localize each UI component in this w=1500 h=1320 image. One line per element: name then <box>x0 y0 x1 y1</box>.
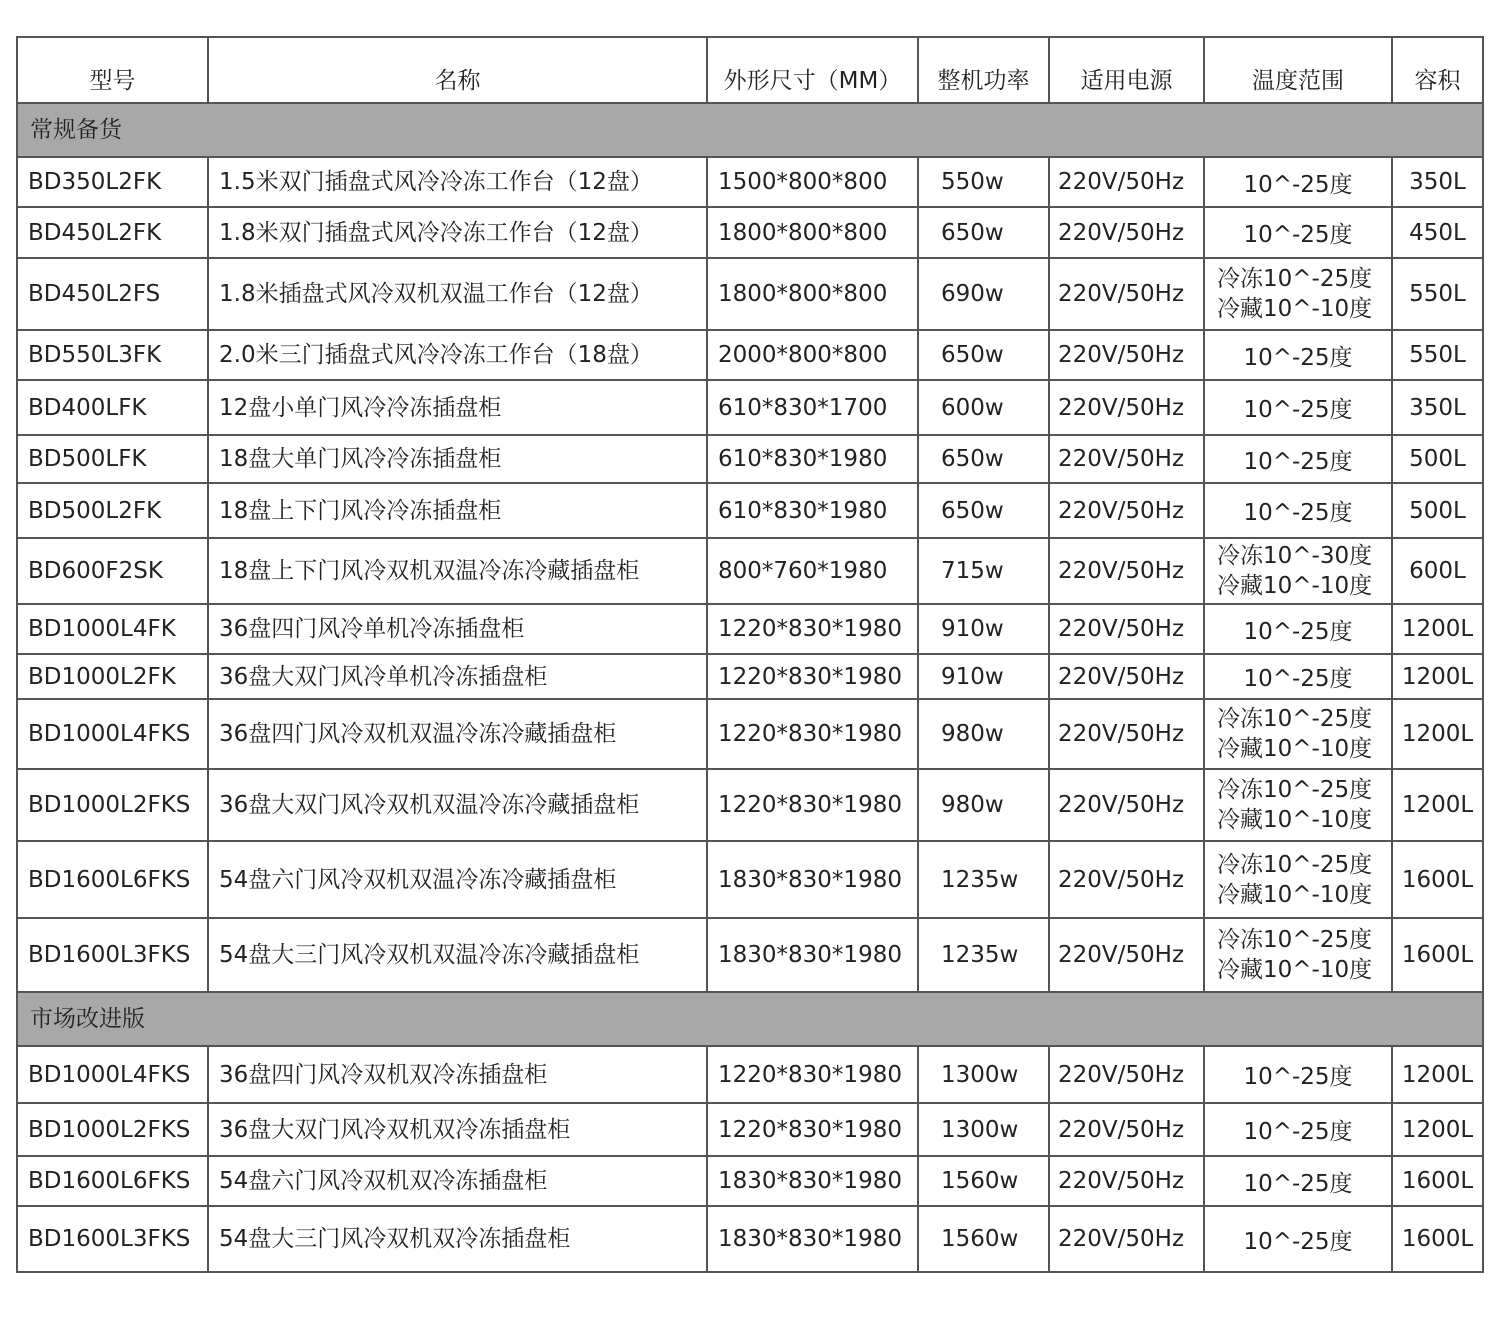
name-cell: 36盘四门风冷双机双冷冻插盘柜 <box>208 1046 707 1103</box>
temp-range-line: 冷藏10^-10度 <box>1217 881 1373 908</box>
temp-range-line: 10^-25度 <box>1243 397 1353 423</box>
supply-cell: 220V/50Hz <box>1049 1156 1204 1206</box>
model-cell: BD450L2FK <box>17 207 208 258</box>
table-row <box>17 1156 1483 1206</box>
capacity-cell: 1200L <box>1392 1046 1483 1103</box>
supply-cell: 220V/50Hz <box>1049 769 1204 841</box>
capacity-cell: 1600L <box>1392 918 1483 992</box>
header-size: 外形尺寸（MM） <box>707 37 918 103</box>
size-cell: 610*830*1980 <box>707 483 918 538</box>
capacity-cell: 350L <box>1392 380 1483 435</box>
model-cell: BD500L2FK <box>17 483 208 538</box>
capacity-cell: 500L <box>1392 483 1483 538</box>
header-name: 名称 <box>208 37 707 103</box>
product-spec-table <box>16 36 1484 1273</box>
model-cell: BD1000L2FKS <box>17 769 208 841</box>
power-cell: 690w <box>918 258 1049 330</box>
name-cell: 12盘小单门风冷冷冻插盘柜 <box>208 380 707 435</box>
name-cell: 36盘四门风冷单机冷冻插盘柜 <box>208 604 707 654</box>
capacity-cell: 600L <box>1392 538 1483 604</box>
name-cell: 18盘上下门风冷冷冻插盘柜 <box>208 483 707 538</box>
temp-range-line: 10^-25度 <box>1243 666 1353 692</box>
supply-cell: 220V/50Hz <box>1049 435 1204 483</box>
power-cell: 1560w <box>918 1156 1049 1206</box>
supply-cell: 220V/50Hz <box>1049 330 1204 380</box>
table-row <box>17 157 1483 207</box>
table-row <box>17 604 1483 654</box>
capacity-cell: 1200L <box>1392 654 1483 699</box>
table-row <box>17 538 1483 604</box>
model-cell: BD1600L3FKS <box>17 918 208 992</box>
size-cell: 610*830*1700 <box>707 380 918 435</box>
capacity-cell: 500L <box>1392 435 1483 483</box>
temp-range-cell <box>1204 538 1392 604</box>
model-cell: BD350L2FK <box>17 157 208 207</box>
capacity-cell: 450L <box>1392 207 1483 258</box>
name-cell: 1.8米双门插盘式风冷冷冻工作台（12盘） <box>208 207 707 258</box>
section-row <box>17 103 1483 157</box>
capacity-cell: 350L <box>1392 157 1483 207</box>
table-row <box>17 207 1483 258</box>
table-row <box>17 380 1483 435</box>
power-cell: 1235w <box>918 841 1049 918</box>
model-cell: BD1000L2FKS <box>17 1103 208 1156</box>
table-row <box>17 1046 1483 1103</box>
supply-cell: 220V/50Hz <box>1049 207 1204 258</box>
table-row <box>17 769 1483 841</box>
name-cell: 54盘大三门风冷双机双冷冻插盘柜 <box>208 1206 707 1272</box>
power-cell: 600w <box>918 380 1049 435</box>
temp-range-line: 10^-25度 <box>1243 1228 1353 1255</box>
name-cell: 54盘六门风冷双机双冷冻插盘柜 <box>208 1156 707 1206</box>
supply-cell: 220V/50Hz <box>1049 918 1204 992</box>
supply-cell: 220V/50Hz <box>1049 1046 1204 1103</box>
size-cell: 1830*830*1980 <box>707 918 918 992</box>
power-cell: 650w <box>918 207 1049 258</box>
power-cell: 550w <box>918 157 1049 207</box>
model-cell: BD1000L4FKS <box>17 699 208 769</box>
size-cell: 1830*830*1980 <box>707 1206 918 1272</box>
supply-cell: 220V/50Hz <box>1049 483 1204 538</box>
section-row <box>17 992 1483 1046</box>
power-cell: 910w <box>918 604 1049 654</box>
model-cell: BD1600L3FKS <box>17 1206 208 1272</box>
name-cell: 18盘上下门风冷双机双温冷冻冷藏插盘柜 <box>208 538 707 604</box>
temp-range-cell <box>1204 380 1392 435</box>
size-cell: 610*830*1980 <box>707 435 918 483</box>
power-cell: 980w <box>918 699 1049 769</box>
supply-cell: 220V/50Hz <box>1049 604 1204 654</box>
temp-range-cell <box>1204 483 1392 538</box>
temp-range-line: 冷冻10^-25度 <box>1217 706 1373 732</box>
supply-cell: 220V/50Hz <box>1049 699 1204 769</box>
temp-range-line: 10^-25度 <box>1243 344 1353 371</box>
table-row <box>17 918 1483 992</box>
name-cell: 1.5米双门插盘式风冷冷冻工作台（12盘） <box>208 157 707 207</box>
size-cell: 1800*800*800 <box>707 258 918 330</box>
supply-cell: 220V/50Hz <box>1049 157 1204 207</box>
supply-cell: 220V/50Hz <box>1049 654 1204 699</box>
temp-range-line: 10^-25度 <box>1243 500 1353 526</box>
capacity-cell: 1600L <box>1392 1156 1483 1206</box>
capacity-cell: 1200L <box>1392 604 1483 654</box>
size-cell: 2000*800*800 <box>707 330 918 380</box>
power-cell: 1300w <box>918 1046 1049 1103</box>
temp-range-cell <box>1204 330 1392 380</box>
capacity-cell: 1200L <box>1392 769 1483 841</box>
capacity-cell: 1200L <box>1392 1103 1483 1156</box>
temp-range-line: 10^-25度 <box>1243 222 1353 248</box>
size-cell: 1220*830*1980 <box>707 1103 918 1156</box>
model-cell: BD1000L2FK <box>17 654 208 699</box>
size-cell: 1220*830*1980 <box>707 604 918 654</box>
temp-range-line: 10^-25度 <box>1243 1064 1353 1090</box>
temp-range-line: 冷藏10^-10度 <box>1217 736 1373 762</box>
temp-range-line: 冷藏10^-10度 <box>1217 957 1373 983</box>
temp-range-line: 10^-25度 <box>1243 448 1353 475</box>
temp-range-cell <box>1204 258 1392 330</box>
temp-range-cell <box>1204 699 1392 769</box>
name-cell: 36盘四门风冷双机双温冷冻冷藏插盘柜 <box>208 699 707 769</box>
model-cell: BD1000L4FKS <box>17 1046 208 1103</box>
name-cell: 36盘大双门风冷双机双温冷冻冷藏插盘柜 <box>208 769 707 841</box>
power-cell: 980w <box>918 769 1049 841</box>
size-cell: 1800*800*800 <box>707 207 918 258</box>
capacity-cell: 550L <box>1392 330 1483 380</box>
power-cell: 1300w <box>918 1103 1049 1156</box>
table-row <box>17 654 1483 699</box>
temp-range-cell <box>1204 654 1392 699</box>
model-cell: BD1600L6FKS <box>17 841 208 918</box>
temp-range-line: 10^-25度 <box>1243 171 1353 198</box>
size-cell: 1830*830*1980 <box>707 841 918 918</box>
power-cell: 1235w <box>918 918 1049 992</box>
power-cell: 910w <box>918 654 1049 699</box>
temp-range-line: 10^-25度 <box>1243 1170 1353 1197</box>
temp-range-cell <box>1204 918 1392 992</box>
table-row <box>17 435 1483 483</box>
temp-range-cell <box>1204 604 1392 654</box>
table-row <box>17 699 1483 769</box>
temp-range-line: 冷冻10^-25度 <box>1217 927 1373 953</box>
size-cell: 1220*830*1980 <box>707 1046 918 1103</box>
temp-range-line: 10^-25度 <box>1243 1119 1353 1145</box>
temp-range-line: 冷冻10^-25度 <box>1217 266 1373 292</box>
capacity-cell: 550L <box>1392 258 1483 330</box>
supply-cell: 220V/50Hz <box>1049 841 1204 918</box>
table-row <box>17 841 1483 918</box>
name-cell: 1.8米插盘式风冷双机双温工作台（12盘） <box>208 258 707 330</box>
table-row <box>17 1103 1483 1156</box>
table-row <box>17 258 1483 330</box>
table-header-row <box>17 37 1483 103</box>
temp-range-line: 冷藏10^-10度 <box>1217 807 1373 833</box>
header-model: 型号 <box>17 37 208 103</box>
capacity-cell: 1200L <box>1392 699 1483 769</box>
name-cell: 54盘大三门风冷双机双温冷冻冷藏插盘柜 <box>208 918 707 992</box>
temp-range-cell <box>1204 1156 1392 1206</box>
model-cell: BD500LFK <box>17 435 208 483</box>
header-supply: 适用电源 <box>1049 37 1204 103</box>
size-cell: 1830*830*1980 <box>707 1156 918 1206</box>
name-cell: 36盘大双门风冷双机双冷冻插盘柜 <box>208 1103 707 1156</box>
supply-cell: 220V/50Hz <box>1049 1103 1204 1156</box>
temp-range-cell <box>1204 207 1392 258</box>
supply-cell: 220V/50Hz <box>1049 380 1204 435</box>
temp-range-line: 冷冻10^-25度 <box>1217 777 1373 803</box>
header-temp-range: 温度范围 <box>1204 37 1392 103</box>
model-cell: BD1000L4FK <box>17 604 208 654</box>
table-row <box>17 483 1483 538</box>
temp-range-cell <box>1204 1103 1392 1156</box>
temp-range-cell <box>1204 841 1392 918</box>
temp-range-cell <box>1204 157 1392 207</box>
temp-range-cell <box>1204 1206 1392 1272</box>
temp-range-line: 冷藏10^-10度 <box>1217 573 1373 599</box>
supply-cell: 220V/50Hz <box>1049 1206 1204 1272</box>
model-cell: BD400LFK <box>17 380 208 435</box>
name-cell: 18盘大单门风冷冷冻插盘柜 <box>208 435 707 483</box>
model-cell: BD450L2FS <box>17 258 208 330</box>
capacity-cell: 1600L <box>1392 1206 1483 1272</box>
name-cell: 36盘大双门风冷单机冷冻插盘柜 <box>208 654 707 699</box>
name-cell: 54盘六门风冷双机双温冷冻冷藏插盘柜 <box>208 841 707 918</box>
power-cell: 715w <box>918 538 1049 604</box>
power-cell: 650w <box>918 483 1049 538</box>
temp-range-line: 冷藏10^-10度 <box>1217 296 1373 322</box>
model-cell: BD600F2SK <box>17 538 208 604</box>
supply-cell: 220V/50Hz <box>1049 538 1204 604</box>
size-cell: 1500*800*800 <box>707 157 918 207</box>
size-cell: 1220*830*1980 <box>707 769 918 841</box>
temp-range-line: 冷冻10^-30度 <box>1217 543 1373 569</box>
name-cell: 2.0米三门插盘式风冷冷冻工作台（18盘） <box>208 330 707 380</box>
temp-range-line: 冷冻10^-25度 <box>1217 851 1373 878</box>
section-title: 常规备货 <box>17 103 1483 157</box>
capacity-cell: 1600L <box>1392 841 1483 918</box>
power-cell: 650w <box>918 435 1049 483</box>
model-cell: BD1600L6FKS <box>17 1156 208 1206</box>
section-title: 市场改进版 <box>17 992 1483 1046</box>
temp-range-cell <box>1204 435 1392 483</box>
power-cell: 650w <box>918 330 1049 380</box>
temp-range-line: 10^-25度 <box>1243 618 1353 645</box>
table-row <box>17 1206 1483 1272</box>
header-power: 整机功率 <box>918 37 1049 103</box>
temp-range-cell <box>1204 1046 1392 1103</box>
size-cell: 800*760*1980 <box>707 538 918 604</box>
size-cell: 1220*830*1980 <box>707 654 918 699</box>
supply-cell: 220V/50Hz <box>1049 258 1204 330</box>
size-cell: 1220*830*1980 <box>707 699 918 769</box>
table-row <box>17 330 1483 380</box>
model-cell: BD550L3FK <box>17 330 208 380</box>
temp-range-cell <box>1204 769 1392 841</box>
power-cell: 1560w <box>918 1206 1049 1272</box>
header-capacity: 容积 <box>1392 37 1483 103</box>
